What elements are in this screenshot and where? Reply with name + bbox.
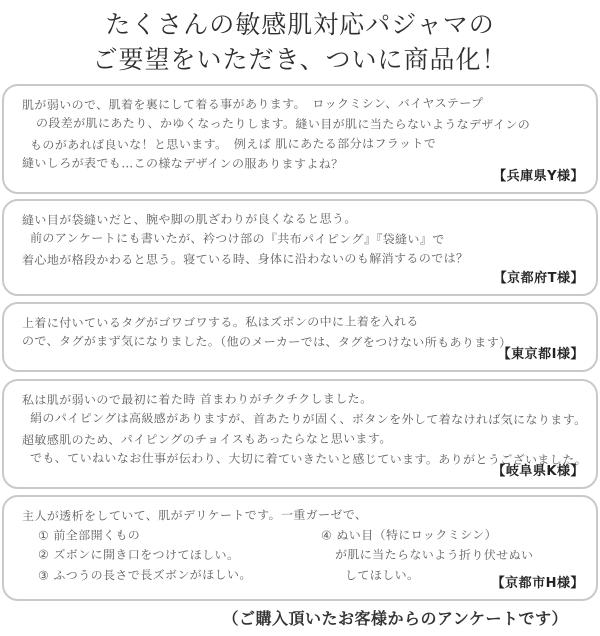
testimonial-card-tokyo [2,302,598,372]
testimonial-line: の段差が肌にあたり、かゆくなったりします。縫い目が肌に当たらないようなデザインの [35,116,531,132]
testimonial-line: 上着に付いているタグがゴワゴワする。私はズボンの中に上着を入れる [21,314,419,331]
testimonial-list-item: が肌に当たらないよう折り伏せぬい [334,547,534,563]
testimonial-line: ので、タグがまず気になりました。（他のメーカーでは、タグをつけない所もあります） [21,334,512,350]
testimonial-line: 前のアンケートにも書いたが、衿つけ部の『共布パイピング』『袋縫い』で [29,231,445,247]
testimonial-line: 私は肌が弱いので最初に着た時 首まわりがチクチクしました。 [21,391,373,408]
testimonial-attribution: 【岐阜県K様】 [492,464,584,479]
testimonial-list-item: ③ ふつうの長さで長ズボンがほしい。 [37,567,252,583]
testimonial-line: 縫いしろが表でも…この様なデザインの服ありますよね？ [21,156,344,172]
footer-note: （ご購入頂いたお客様からのアンケートです） [222,611,568,628]
testimonial-attribution: 【兵庫県Y様】 [493,169,584,184]
testimonial-attribution: 【京都市H様】 [491,576,584,591]
page-title-line1: たくさんの敏感肌対応パジャマの [105,12,495,39]
testimonial-list-item: ① 前全部開くもの [37,528,141,543]
testimonial-line: でも、ていねいなお仕事が伝わり、大切に着ていきたいと感じています。ありがとうございました。 [29,451,588,468]
testimonial-line: 縫い目が袋縫いだと、腕や脚の肌ざわりが良くなると思う。 [21,211,357,228]
testimonial-attribution: 【京都府T様】 [493,271,584,286]
testimonial-list-item: してほしい。 [344,568,420,583]
testimonial-card-kyoto-h [2,495,598,601]
testimonial-card-gifu [2,379,598,489]
testimonial-intro-line: 主人が透析をしていて、肌がデリケートです。一重ガーゼで、 [21,507,368,524]
testimonial-line: 肌が弱いので、肌着を裏にして着る事があります。 ロックミシン、バイヤステープ [21,96,484,113]
testimonial-line: 着心地が格段かわると思う。寝ている時、身体に沿わないのも解消するのでは？ [21,251,469,268]
testimonial-card-kyoto-t [2,199,598,296]
testimonial-list-item: ② ズボンに開き口をつけてほしい。 [37,547,240,563]
page-title [0,0,600,80]
testimonial-line: 絹のパイピングは高級感がありますが、首あたりが固く、ボタンを外して着なければ気になります。 [29,411,587,428]
testimonial-card-hyogo [2,84,598,194]
page-title-line2: ご要望をいただき、ついに商品化！ [92,47,508,74]
testimonial-list-item: ④ ぬい目（特にロックミシン） [320,527,498,543]
testimonial-line: 超敏感肌のため、パイピングのチョイスもあったらなと思います。 [21,431,392,448]
testimonial-attribution: 【東京都I様】 [497,347,584,362]
testimonial-list-left [16,525,321,585]
testimonial-line: ものがあれば良いな！と思います。 例えば 肌にあたる部分はフラットで [29,136,437,153]
